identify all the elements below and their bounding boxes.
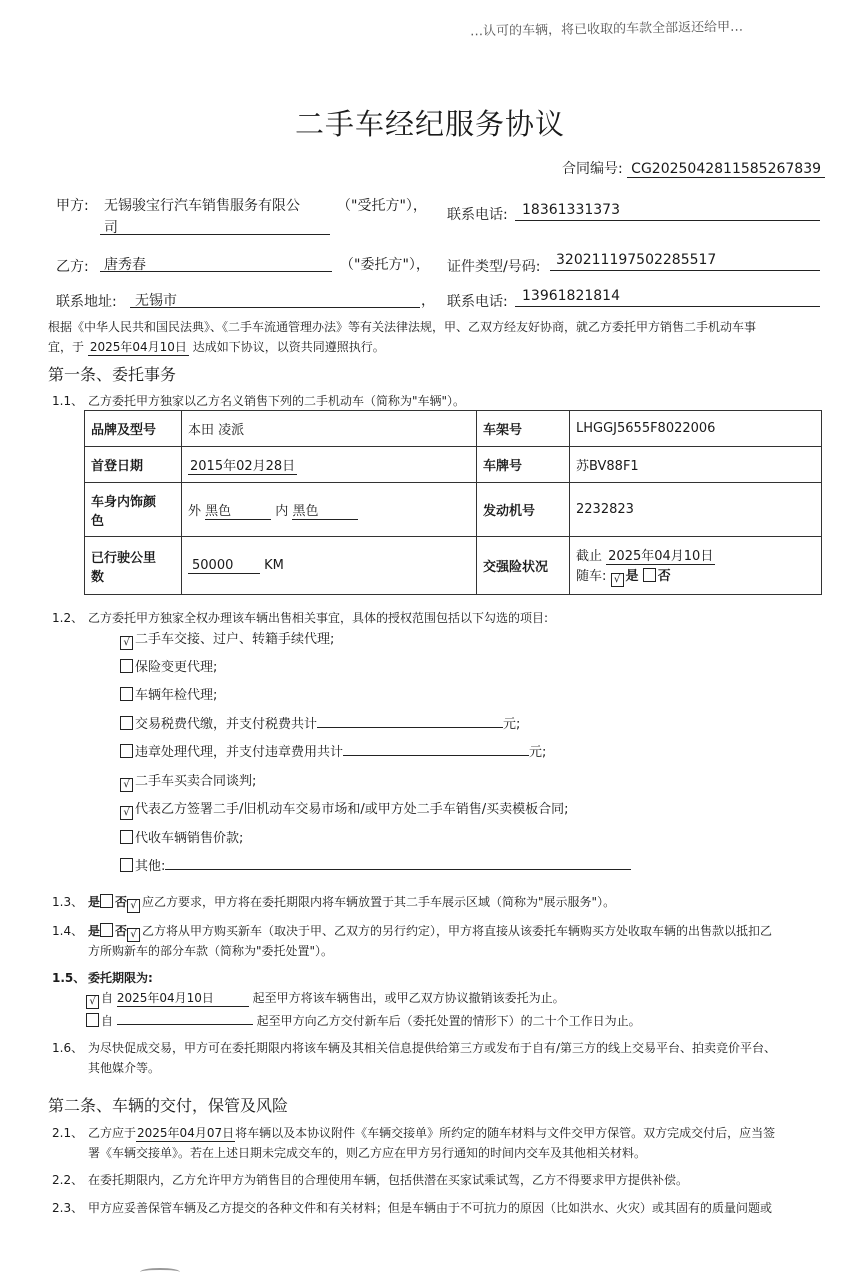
- option-yes: 是: [88, 895, 101, 909]
- address-label: 联系地址:: [56, 294, 117, 310]
- mileage-cell: [182, 537, 477, 595]
- clause-1-1: [52, 392, 465, 409]
- party-b-phone: 13961821814: [522, 288, 620, 304]
- handover-date: 2025年04月07日: [137, 1126, 235, 1140]
- intro-date: 2025年04月10日: [89, 340, 187, 354]
- insurance-until: [576, 545, 815, 565]
- clause-number: 1.1、: [52, 394, 84, 408]
- insurance-with-label: 随车:: [576, 568, 607, 584]
- term-text: 起至甲方将该车辆售出，或甲乙双方协议撤销该委托为止。: [252, 991, 565, 1005]
- checkbox-icon[interactable]: [86, 1013, 99, 1027]
- party-b-label: 乙方:: [56, 259, 89, 275]
- clause-text: 应乙方要求，甲方将在委托期限内将车辆放置于其二手车展示区域（简称为"展示服务"）。: [142, 895, 616, 909]
- term-text: 起至甲方向乙方交付新车后（委托处置的情形下）的二十个工作日为止。: [256, 1014, 641, 1028]
- clause-1-4-line-2: 方所购新车的部分车款（简称为"委托处置"）。: [88, 944, 334, 958]
- scope-item-3: [120, 684, 217, 703]
- clause-text: 在委托期限内，乙方允许甲方为销售目的合理使用车辆，包括供潜在买家试乘试驾，乙方不得要求甲方提供补偿。: [88, 1173, 689, 1187]
- insurance-yes: 是: [625, 568, 639, 584]
- clause-text: 委托期限为:: [88, 971, 153, 985]
- intro-prefix: 宜，于: [48, 340, 85, 354]
- scope-item-1: [120, 628, 334, 650]
- reg-date-value: 2015年02月28日: [188, 455, 297, 475]
- party-b-name: 唐秀春: [104, 257, 146, 273]
- checkbox-checked-icon[interactable]: √: [86, 995, 99, 1009]
- party-b-phone-underline: [515, 306, 820, 307]
- term-option-1: [86, 989, 565, 1009]
- insurance-cell: [570, 537, 822, 595]
- reg-date-cell: [182, 447, 477, 483]
- contract-number-value: CG2025042811585267839: [627, 161, 825, 178]
- scope-item-7: [120, 798, 569, 820]
- scope-item-text: 其他:: [135, 859, 166, 874]
- scope-item-text: 代表乙方签署二手/旧机动车交易市场和/或甲方处二手车销售/买卖模板合同;: [135, 802, 569, 817]
- table-row: [85, 483, 822, 537]
- color-label-1: 车身内饰颜: [91, 494, 157, 510]
- plate-label: 车牌号: [477, 447, 570, 483]
- party-b-id-underline: [550, 270, 820, 271]
- clause-number: 2.3、: [52, 1201, 84, 1215]
- checkbox-checked-icon[interactable]: √: [120, 806, 133, 820]
- checkbox-checked-icon[interactable]: √: [120, 778, 133, 792]
- section-2-heading: 第二条、车辆的交付，保管及风险: [48, 1096, 289, 1115]
- term-from: 自: [101, 991, 114, 1005]
- color-label: [85, 483, 182, 537]
- vehicle-table: [84, 410, 822, 595]
- party-b-role: （"委托方"），: [340, 257, 430, 273]
- scope-item-9: [120, 855, 631, 874]
- checkbox-icon[interactable]: [120, 830, 133, 844]
- mileage-label: [85, 537, 182, 595]
- intro-line-1: 根据《中华人民共和国民法典》、《二手车流通管理办法》等有关法律法规，甲、乙双方经友好协商，就乙方委托甲方销售二手机动车事: [48, 320, 757, 334]
- engine-value: 2232823: [570, 483, 822, 537]
- clause-text: 乙方应于: [88, 1126, 137, 1140]
- checkbox-checked-icon[interactable]: √: [611, 573, 624, 587]
- option-no: 否: [115, 895, 128, 909]
- mileage-label-2: 数: [91, 569, 105, 585]
- scope-item-text: 违章处理代理，并支付违章费用共计: [135, 745, 344, 760]
- clause-1-6-line-2: 其他媒介等。: [88, 1061, 161, 1075]
- engine-label: 发动机号: [477, 483, 570, 537]
- contract-number: [562, 158, 825, 178]
- scope-item-4: [120, 713, 520, 732]
- mileage-value: 50000: [188, 558, 260, 574]
- insurance-no: 否: [657, 568, 671, 584]
- table-row: [85, 537, 822, 595]
- party-a-underline: [100, 234, 330, 235]
- insurance-label: 交强险状况: [477, 537, 570, 595]
- scope-item-text: 二手车交接、过户、转籍手续代理;: [135, 632, 335, 647]
- party-b-id: 320211197502285517: [556, 252, 717, 268]
- interior-prefix: 内: [275, 503, 289, 519]
- other-field[interactable]: [165, 855, 631, 870]
- page-title: 二手车经纪服务协议: [294, 107, 565, 141]
- checkbox-icon[interactable]: [100, 923, 113, 937]
- clause-1-4: [52, 922, 772, 942]
- scope-item-text: 车辆年检代理;: [135, 688, 218, 703]
- reg-date-label: 首登日期: [85, 447, 182, 483]
- clause-number: 1.5、: [52, 971, 86, 985]
- color-label-2: 色: [91, 513, 105, 529]
- clause-1-5: [52, 969, 153, 986]
- option-yes: 是: [88, 924, 101, 938]
- clause-text: 甲方应妥善保管车辆及乙方提交的各种文件和有关材料；但是车辆由于不可抗力的原因（比如洪水、火灾）或其固有的质量问题或: [88, 1201, 773, 1215]
- checkbox-icon[interactable]: [120, 659, 133, 673]
- interior-color: 黑色: [292, 500, 358, 520]
- party-b-id-label: 证件类型/号码:: [447, 259, 541, 275]
- clause-number: 1.4、: [52, 924, 84, 938]
- clause-2-1: [52, 1124, 775, 1142]
- address-value: 无锡市: [135, 293, 177, 309]
- checkbox-checked-icon[interactable]: √: [127, 928, 140, 942]
- clause-2-3: [52, 1199, 772, 1216]
- scope-item-unit: 元;: [503, 717, 521, 732]
- term-start-date: 2025年04月10日: [117, 989, 249, 1007]
- party-a-role: （"受托方"），: [337, 198, 427, 214]
- top-cut-note: …认可的车辆，将已收取的车款全部返还给甲…: [469, 19, 744, 40]
- insurance-until-prefix: 截止: [576, 548, 603, 564]
- insurance-date: 2025年04月10日: [606, 545, 715, 565]
- mileage-unit: KM: [264, 557, 284, 573]
- clause-1-6: [52, 1039, 776, 1056]
- intro-suffix: 达成如下协议，以资共同遵照执行。: [192, 340, 385, 354]
- clause-text: 乙方委托甲方独家全权办理该车辆出售相关事宜，具体的授权范围包括以下勾选的项目:: [88, 611, 549, 625]
- party-a-label: 甲方:: [56, 198, 89, 214]
- brand-label: 品牌及型号: [85, 411, 182, 447]
- section-1-heading: 第一条、委托事务: [48, 365, 177, 384]
- clause-number: 2.1、: [52, 1126, 84, 1140]
- brand-value: 本田 凌派: [182, 411, 477, 447]
- clause-text: 乙方将从甲方购买新车（取决于甲、乙双方的另行约定），甲方将直接从该委托车辆购买方处收取车辆的出售款以抵扣乙: [142, 924, 773, 938]
- checkbox-checked-icon[interactable]: √: [127, 899, 140, 913]
- checkbox-icon[interactable]: [120, 744, 133, 758]
- clause-text: 为尽快促成交易，甲方可在委托期限内将该车辆及其相关信息提供给第三方或发布于自有/第三方的线上交易平台、拍卖竞价平台、: [88, 1041, 777, 1055]
- mileage-label-1: 已行驶公里: [91, 550, 157, 566]
- scope-item-6: [120, 770, 256, 792]
- checkbox-icon[interactable]: [120, 687, 133, 701]
- clause-2-2: [52, 1171, 688, 1188]
- clause-number: 2.2、: [52, 1173, 84, 1187]
- checkbox-icon[interactable]: [120, 716, 133, 730]
- checkbox-icon[interactable]: [643, 568, 656, 582]
- clause-text: 乙方委托甲方独家以乙方名义销售下列的二手机动车（简称为"车辆"）。: [88, 394, 466, 408]
- vin-label: 车架号: [477, 411, 570, 447]
- scope-item-2: [120, 656, 217, 675]
- scope-item-text: 保险变更代理;: [135, 660, 218, 675]
- exterior-prefix: 外: [188, 503, 202, 519]
- party-a-phone-underline: [515, 220, 820, 221]
- clause-number: 1.3、: [52, 895, 84, 909]
- clause-number: 1.6、: [52, 1041, 84, 1055]
- party-b-underline: [100, 271, 332, 272]
- address-comma: ，: [421, 293, 435, 309]
- checkbox-checked-icon[interactable]: √: [120, 636, 133, 650]
- color-cell: [182, 483, 477, 537]
- checkbox-icon[interactable]: [120, 858, 133, 872]
- option-no: 否: [115, 924, 128, 938]
- plate-value: 苏BV88F1: [570, 447, 822, 483]
- term-from: 自: [101, 1014, 114, 1028]
- scope-item-text: 交易税费代缴，并支付税费共计: [135, 717, 318, 732]
- vin-value: LHGGJ5655F8022006: [570, 411, 822, 447]
- party-a-name-1: 无锡骏宝行汽车销售服务有限公: [104, 198, 300, 214]
- clause-text: 将车辆以及本协议附件《车辆交接单》所约定的随车材料与文件交甲方保管。双方完成交付后，应当签: [235, 1126, 776, 1140]
- party-a-name-2: 司: [104, 220, 118, 236]
- clause-1-3: [52, 893, 615, 913]
- intro-line-2: [48, 338, 385, 356]
- clause-2-1-line-2: 署《车辆交接单》。若在上述日期未完成交车的，则乙方应在甲方另行通知的时间内交车及其他相关材料。: [88, 1146, 647, 1160]
- scope-item-5: [120, 741, 546, 760]
- contract-number-label: 合同编号:: [562, 161, 623, 177]
- insurance-with-car: [576, 565, 815, 587]
- violation-amount-field[interactable]: [343, 741, 529, 756]
- scope-item-unit: 元;: [529, 745, 547, 760]
- scope-item-text: 代收车辆销售价款;: [135, 831, 244, 846]
- scan-smudge: [140, 1268, 180, 1276]
- clause-number: 1.2、: [52, 611, 84, 625]
- party-a-phone-label: 联系电话:: [447, 207, 508, 223]
- term-start-field[interactable]: [117, 1010, 253, 1025]
- table-row: [85, 447, 822, 483]
- exterior-color: 黑色: [205, 500, 271, 520]
- address-underline: [130, 307, 420, 308]
- party-b-phone-label: 联系电话:: [447, 294, 508, 310]
- scope-item-8: [120, 827, 243, 846]
- term-option-2: [86, 1010, 641, 1029]
- tax-amount-field[interactable]: [317, 713, 503, 728]
- table-row: [85, 411, 822, 447]
- clause-1-2: [52, 609, 548, 626]
- party-a-phone: 18361331373: [522, 202, 620, 218]
- checkbox-icon[interactable]: [100, 894, 113, 908]
- scope-item-text: 二手车买卖合同谈判;: [135, 774, 257, 789]
